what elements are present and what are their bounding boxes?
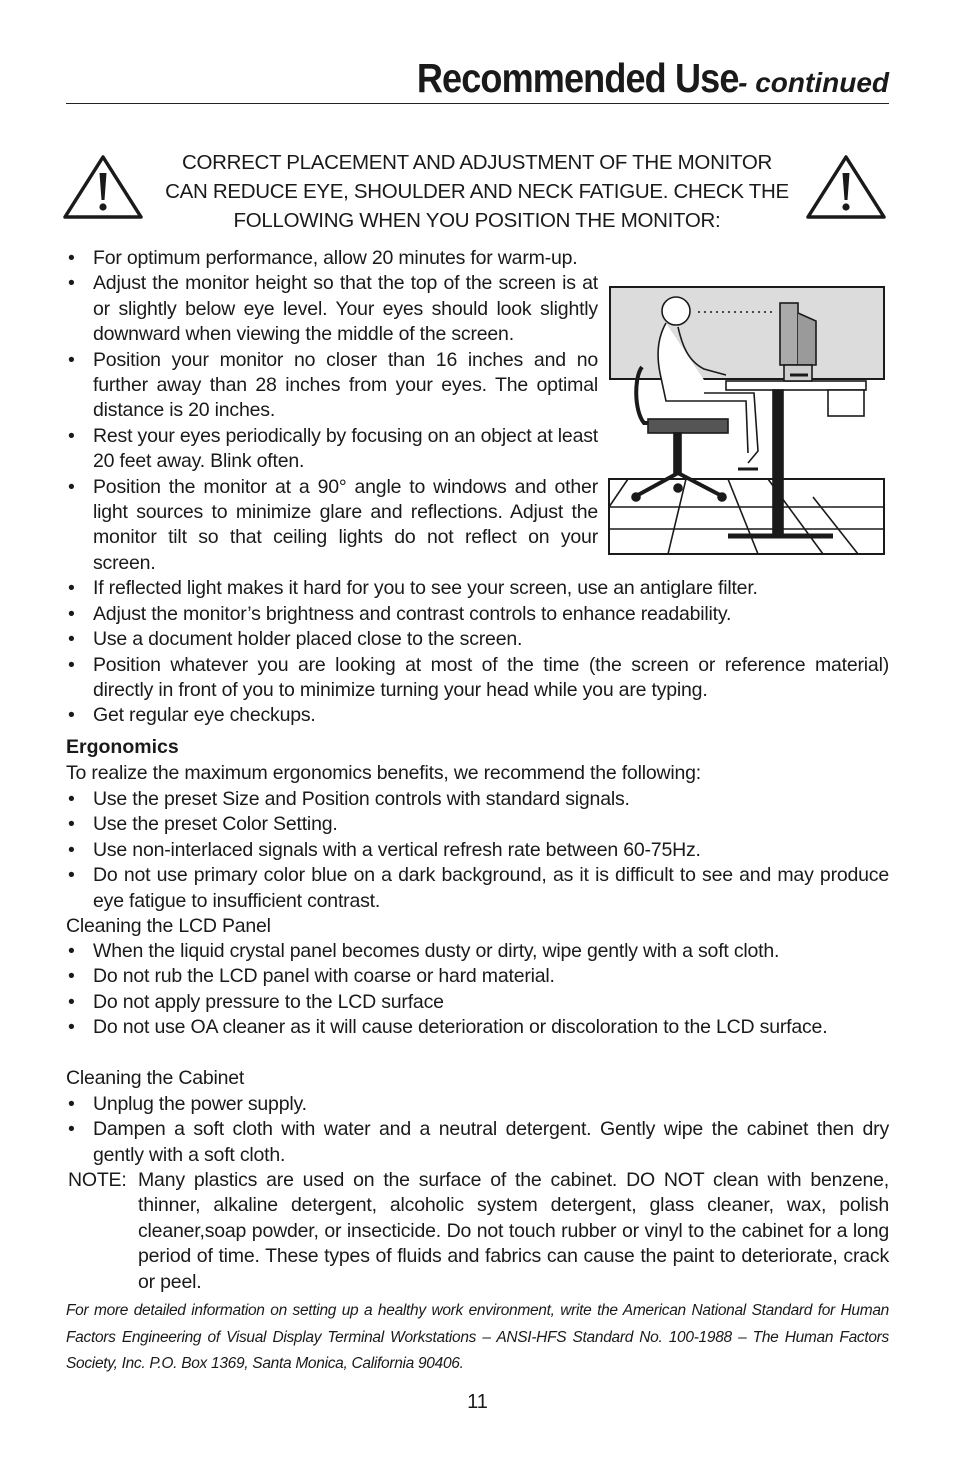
warning-triangle-icon (62, 154, 144, 220)
list-item: • When the liquid crystal panel becomes dusty or dirty, wipe gently with a soft cloth. (66, 939, 889, 964)
list-item: • Do not apply pressure to the LCD surface (66, 990, 889, 1015)
list-item: • Unplug the power supply. (66, 1092, 889, 1117)
warning-text: CORRECT PLACEMENT AND ADJUSTMENT OF THE MONITOR CAN REDUCE EYE, SHOULDER AND NECK FATIGUE. CHECK THE FOLLOWING WHEN YOU POSITION THE MONITOR: (165, 151, 789, 232)
manual-page (66, 0, 889, 1475)
list-item: • Do not use OA cleaner as it will cause deterioration or discoloration to the LCD surface. (66, 1015, 889, 1040)
list-item: • Adjust the monitor’s brightness and contrast controls to enhance readability. (66, 602, 889, 627)
list-item: • Use the preset Size and Position controls with standard signals. (66, 787, 889, 812)
list-item: • Use a document holder placed close to the screen. (66, 627, 889, 652)
title-rule (66, 103, 889, 104)
list-item: • Adjust the monitor height so that the top of the screen is at or slightly below eye level. Your eyes should look slightly downward when viewing the middle of the screen. (66, 271, 598, 347)
list-item: • Do not use primary color blue on a dark background, as it is difficult to see and may produce eye fatigue to insufficient contrast. (66, 863, 889, 914)
list-item: • For optimum performance, allow 20 minutes for warm-up. (66, 246, 889, 271)
list-item: • Position the monitor at a 90° angle to windows and other light sources to minimize glare and reflections. Adjust the monitor tilt so that ceiling lights do not reflect on your screen. (66, 475, 598, 577)
lcd-cleaning-heading: Cleaning the LCD Panel (66, 915, 271, 937)
list-item: • Do not rub the LCD panel with coarse or hard material. (66, 964, 889, 989)
page-number: 11 (467, 1391, 488, 1413)
workstation-illustration (608, 283, 889, 556)
cabinet-cleaning-heading: Cleaning the Cabinet (66, 1067, 245, 1089)
note-text: Many plastics are used on the surface of the cabinet. DO NOT clean with benzene, thinner, alkaline detergent, alcoholic system detergent, glass cleaner, wax, polish cleaner,soap powder, or insecticide. Do not touch rubber or vinyl to the cabinet for a long period of time. These types of fluids and fabrics can cause the paint to deteriorate, crack or peel. (138, 1169, 889, 1293)
ergonomics-list (66, 787, 889, 914)
ergonomics-intro: To realize the maximum ergonomics benefits, we recommend the following: (66, 762, 702, 784)
list-item: • Use non-interlaced signals with a vertical refresh rate between 60-75Hz. (66, 838, 889, 863)
page-title (373, 55, 889, 101)
list-item: • Position whatever you are looking at most of the time (the screen or reference material) directly in front of you to minimize turning your head while you are typing. (66, 653, 889, 704)
title-main: Recommended Use (416, 55, 739, 101)
note-block (66, 1168, 889, 1295)
ergonomics-heading: Ergonomics (66, 736, 179, 758)
list-item: • Get regular eye checkups. (66, 703, 889, 728)
cabinet-cleaning-list (66, 1092, 889, 1168)
lcd-cleaning-list (66, 939, 889, 1041)
list-item: • Dampen a soft cloth with water and a neutral detergent. Gently wipe the cabinet then dry gently with a soft cloth. (66, 1117, 889, 1168)
warning-triangle-icon (805, 154, 887, 220)
list-item: • If reflected light makes it hard for you to see your screen, use an antiglare filter. (66, 576, 889, 601)
footer-note: For more detailed information on setting up a healthy work environment, write the American National Standard for Human Factors Engineering of Visual Display Terminal Workstations – ANSI-HFS Standard No. 100-1988 – The Human Factors Society, Inc. P.O. Box 1369, Santa Monica, California 90406. (66, 1302, 889, 1372)
list-item: • Position your monitor no closer than 16 inches and no further away than 28 inches from your eyes. The optimal distance is 20 inches. (66, 348, 598, 424)
note-label: NOTE: (68, 1169, 127, 1191)
list-item: • Use the preset Color Setting. (66, 812, 889, 837)
title-continued: - continued (738, 67, 889, 98)
list-item: • Rest your eyes periodically by focusing on an object at least 20 feet away. Blink often. (66, 424, 598, 475)
